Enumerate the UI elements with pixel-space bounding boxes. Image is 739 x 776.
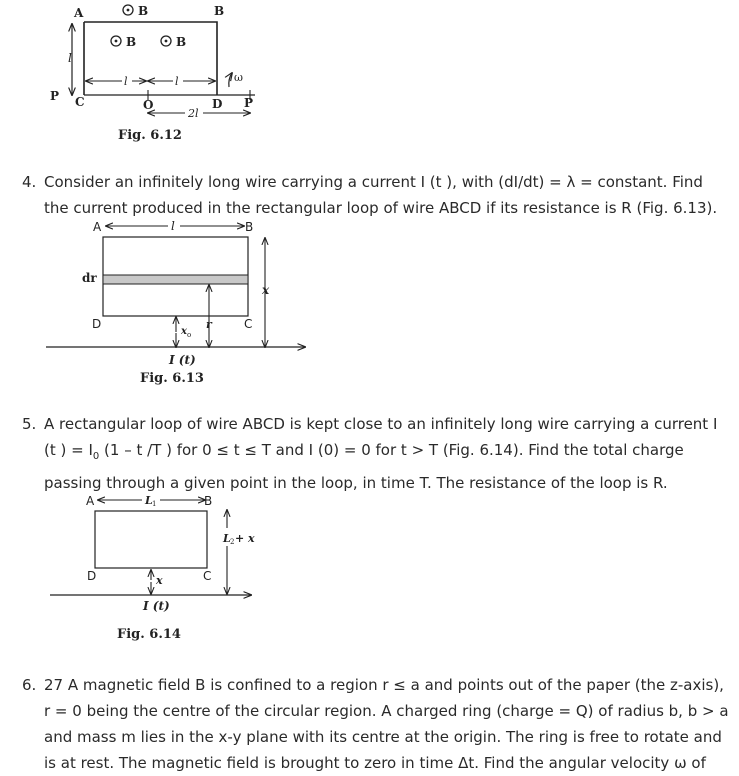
current-label: I (t) bbox=[143, 599, 170, 613]
x0-subscript: o bbox=[187, 331, 192, 339]
question-5 bbox=[22, 411, 734, 496]
label-A: A bbox=[74, 6, 84, 20]
L2x-label: L bbox=[223, 532, 231, 545]
loop-ABCD bbox=[95, 511, 207, 568]
question-line: Consider an infinitely long wire carrying a current I (t ), with (dI/dt) = λ = constant. Find bbox=[44, 173, 703, 191]
question-line: passing through a given point in the loop, in time T. The resistance of the loop is R. bbox=[44, 474, 668, 492]
question-line: r = 0 being the centre of the circular region. A charged ring (charge = Q) of radius b, b > a bbox=[44, 702, 729, 720]
label-B: B bbox=[214, 4, 225, 18]
side-length-label: l bbox=[68, 51, 72, 65]
x-label: x bbox=[156, 574, 163, 587]
question-line: the current produced in the rectangular loop of wire ABCD if its resistance is R (Fig. 6.13). bbox=[44, 199, 718, 217]
label-B: B bbox=[204, 494, 213, 508]
question-line: is at rest. The magnetic field is brought to zero in time Δt. Find the angular velocity ω of bbox=[44, 754, 706, 772]
label-C: C bbox=[203, 569, 212, 583]
question-6 bbox=[22, 672, 734, 776]
question-line: and mass m lies in the x-y plane with its centre at the origin. The ring is free to rotate and bbox=[44, 728, 722, 746]
field-label-1: B bbox=[126, 35, 137, 49]
field-label-2: B bbox=[176, 35, 187, 49]
label-D: D bbox=[87, 569, 97, 583]
x0-label: x bbox=[181, 326, 187, 337]
L1-subscript: 1 bbox=[152, 500, 157, 508]
figure-6-14 bbox=[40, 490, 280, 620]
label-A: A bbox=[93, 220, 102, 234]
two-l-label: 2l bbox=[188, 107, 199, 120]
question-4 bbox=[22, 169, 734, 221]
omega-label: ω bbox=[234, 71, 243, 84]
label-P-right: P bbox=[244, 96, 254, 110]
label-D: D bbox=[92, 317, 102, 331]
L1-label: L bbox=[145, 494, 153, 507]
L2x-rest: + x bbox=[235, 532, 255, 545]
l2-label: l bbox=[175, 75, 179, 88]
label-D: D bbox=[212, 97, 223, 111]
figure-6-12 bbox=[40, 0, 280, 126]
label-A: A bbox=[86, 494, 95, 508]
dr-strip bbox=[103, 275, 248, 284]
current-label: I (t) bbox=[169, 353, 196, 367]
fig-6-13-caption: Fig. 6.13 bbox=[140, 371, 204, 386]
question-line bbox=[44, 437, 734, 470]
figure-6-13 bbox=[40, 216, 320, 372]
label-C: C bbox=[75, 95, 85, 109]
question-line: A rectangular loop of wire ABCD is kept close to an infinitely long wire carrying a current I bbox=[44, 415, 718, 433]
fig-6-14-caption: Fig. 6.14 bbox=[117, 627, 181, 642]
field-out-of-page-icon bbox=[111, 36, 121, 46]
x-label: x bbox=[262, 283, 270, 297]
r-label: r bbox=[206, 318, 212, 331]
label-dr: dr bbox=[82, 271, 97, 285]
label-B: B bbox=[245, 220, 254, 234]
L2x-subscript: 2 bbox=[230, 538, 235, 546]
subscript: 0 bbox=[92, 451, 100, 462]
text-fragment: (1 – t /T ) for 0 ≤ t ≤ T and I (0) = 0 for t > T (Fig. 6.14). Find the total charge bbox=[99, 441, 684, 459]
text-fragment: (t ) = I bbox=[44, 441, 93, 459]
question-line: 27 A magnetic field B is confined to a region r ≤ a and points out of the paper (the z-axis), bbox=[44, 676, 724, 694]
question-number: 6. bbox=[22, 676, 37, 694]
question-number: 5. bbox=[22, 415, 37, 433]
field-out-of-page-icon bbox=[123, 5, 133, 15]
length-label: l bbox=[171, 219, 175, 233]
loop-outline bbox=[84, 22, 217, 95]
label-P: P bbox=[50, 89, 60, 103]
field-out-of-page-icon bbox=[161, 36, 171, 46]
question-number: 4. bbox=[22, 173, 37, 191]
l1-label: l bbox=[124, 75, 128, 88]
label-C: C bbox=[244, 317, 253, 331]
omega-arrow bbox=[229, 73, 232, 87]
fig-6-12-caption: Fig. 6.12 bbox=[118, 128, 182, 143]
label-O: O bbox=[143, 98, 154, 112]
field-label-top: B bbox=[138, 4, 149, 18]
